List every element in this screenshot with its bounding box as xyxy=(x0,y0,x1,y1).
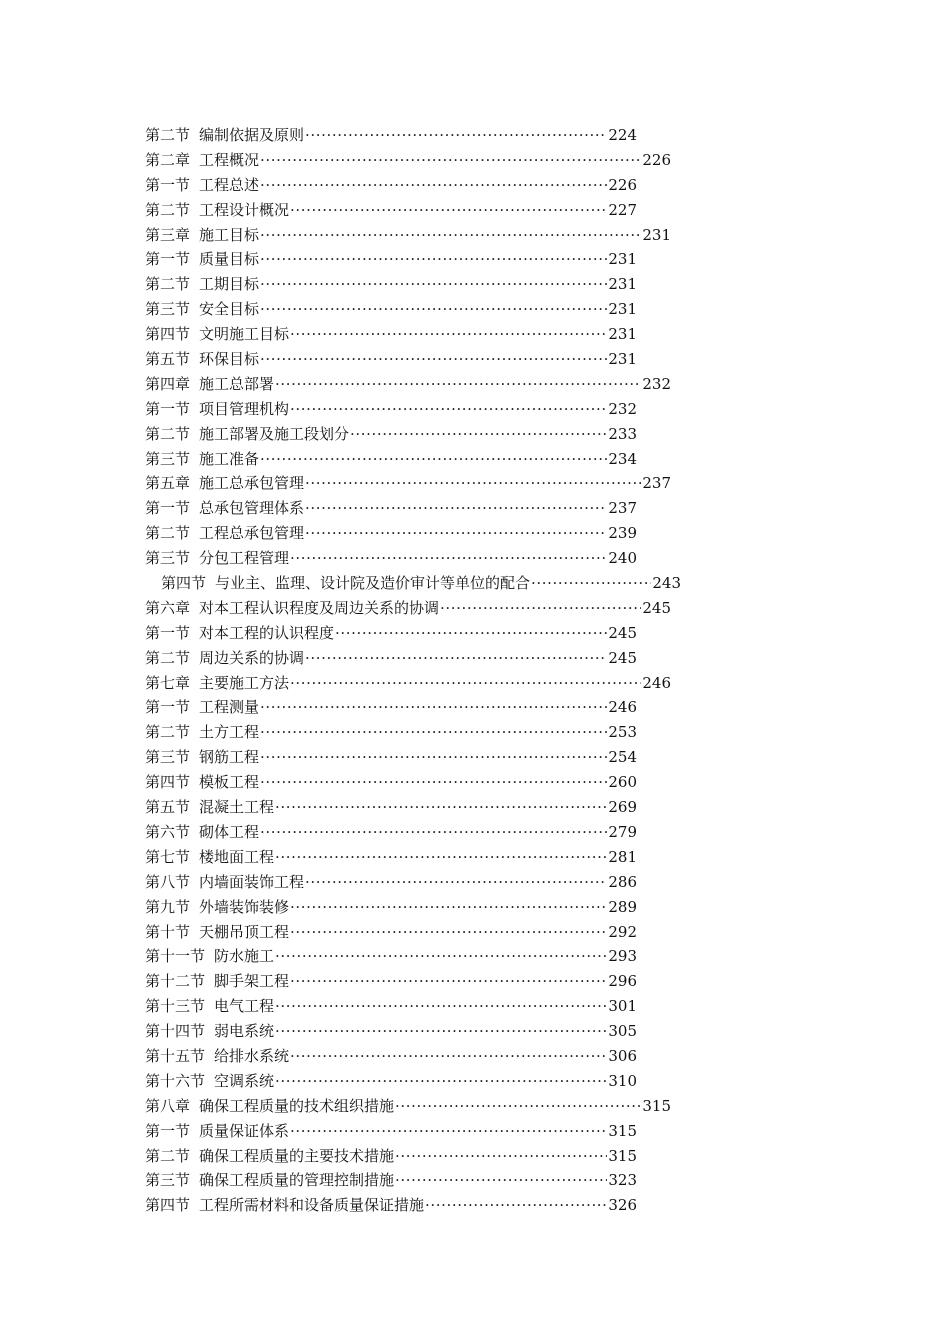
toc-entry-number: 第六章 xyxy=(145,598,191,617)
toc-entry-number: 第七节 xyxy=(145,847,191,866)
toc-section-entry[interactable] xyxy=(145,745,637,770)
toc-chapter-entry[interactable] xyxy=(145,148,671,173)
toc-entry-title: 空调系统 xyxy=(214,1071,275,1090)
toc-entry-title: 对本工程的认识程度 xyxy=(199,623,335,642)
toc-section-entry[interactable] xyxy=(145,247,637,272)
toc-entry-title: 工程总述 xyxy=(199,175,260,194)
toc-entry-title: 内墙面装饰工程 xyxy=(199,872,305,891)
dot-leader xyxy=(260,223,641,248)
toc-entry-number: 第三节 xyxy=(145,449,191,468)
toc-entry-number: 第十二节 xyxy=(145,972,206,991)
toc-entry-number: 第四节 xyxy=(161,574,207,593)
dot-leader xyxy=(305,646,607,671)
toc-entry-page-number: 245 xyxy=(642,598,671,617)
toc-entry-title: 工程概况 xyxy=(199,150,260,169)
toc-entry-number: 第二节 xyxy=(145,723,191,742)
toc-entry-number: 第二节 xyxy=(145,126,191,144)
toc-entry-title: 钢筋工程 xyxy=(199,748,260,767)
toc-entry-number: 第十节 xyxy=(145,922,191,941)
toc-entry-page-number: 232 xyxy=(608,399,637,418)
toc-entry-page-number: 245 xyxy=(608,623,637,642)
toc-entry-title: 天棚吊顶工程 xyxy=(199,922,290,941)
toc-entry-page-number: 315 xyxy=(642,1096,671,1115)
toc-section-entry[interactable] xyxy=(145,969,637,994)
dot-leader xyxy=(290,397,607,422)
toc-section-entry[interactable] xyxy=(145,1144,637,1169)
toc-entry-page-number: 253 xyxy=(608,723,637,742)
toc-chapter-entry[interactable] xyxy=(145,471,671,496)
toc-entry-title: 模板工程 xyxy=(199,773,260,792)
toc-entry-page-number: 234 xyxy=(608,449,637,468)
dot-leader xyxy=(305,521,607,546)
dot-leader xyxy=(275,372,641,397)
toc-entry-title: 砌体工程 xyxy=(199,822,260,841)
toc-section-entry[interactable] xyxy=(161,571,681,596)
dot-leader xyxy=(440,596,641,621)
dot-leader xyxy=(260,720,607,745)
dot-leader xyxy=(260,272,607,297)
toc-entry-title: 编制依据及原则 xyxy=(199,126,305,144)
toc-entry-page-number: 231 xyxy=(608,325,637,344)
dot-leader xyxy=(275,1019,607,1044)
toc-entry-number: 第一节 xyxy=(145,623,191,642)
toc-entry-title: 工程测量 xyxy=(199,698,260,717)
toc-section-entry[interactable] xyxy=(145,870,637,895)
toc-entry-title: 分包工程管理 xyxy=(199,549,290,568)
dot-leader xyxy=(260,247,607,272)
toc-chapter-entry[interactable] xyxy=(145,372,671,397)
toc-entry-number: 第八章 xyxy=(145,1096,191,1115)
toc-section-entry[interactable] xyxy=(145,1044,637,1069)
toc-entry-page-number: 289 xyxy=(608,897,637,916)
toc-entry-page-number: 231 xyxy=(608,350,637,369)
toc-section-entry[interactable] xyxy=(145,944,637,969)
dot-leader xyxy=(275,795,607,820)
toc-entry-page-number: 231 xyxy=(608,275,637,294)
toc-entry-page-number: 305 xyxy=(608,1022,637,1041)
toc-entry-title: 施工准备 xyxy=(199,449,260,468)
dot-leader xyxy=(275,845,607,870)
toc-entry-number: 第四节 xyxy=(145,773,191,792)
toc-entry-title: 工程总承包管理 xyxy=(199,524,305,543)
toc-section-entry[interactable] xyxy=(145,397,637,422)
toc-entry-number: 第四章 xyxy=(145,374,191,393)
toc-entry-page-number: 292 xyxy=(608,922,637,941)
toc-entry-title: 项目管理机构 xyxy=(199,399,290,418)
toc-entry-number: 第二节 xyxy=(145,200,191,219)
toc-entry-number: 第二章 xyxy=(145,150,191,169)
toc-entry-number: 第五节 xyxy=(145,350,191,369)
dot-leader xyxy=(290,671,641,696)
toc-entry-title: 工程所需材料和设备质量保证措施 xyxy=(199,1196,425,1215)
toc-section-entry[interactable] xyxy=(145,521,637,546)
toc-entry-page-number: 326 xyxy=(608,1196,637,1215)
toc-section-entry[interactable] xyxy=(145,920,637,945)
toc-entry-page-number: 233 xyxy=(608,424,637,443)
toc-entry-number: 第五章 xyxy=(145,474,191,493)
toc-entry-page-number: 315 xyxy=(608,1121,637,1140)
toc-entry-title: 防水施工 xyxy=(214,947,275,966)
toc-entry-page-number: 306 xyxy=(608,1046,637,1065)
toc-entry-title: 确保工程质量的技术组织措施 xyxy=(199,1096,395,1115)
toc-entry-title: 电气工程 xyxy=(214,997,275,1016)
toc-entry-number: 第十六节 xyxy=(145,1071,206,1090)
toc-entry-page-number: 310 xyxy=(608,1071,637,1090)
toc-section-entry[interactable] xyxy=(145,1119,637,1144)
toc-entry-number: 第三节 xyxy=(145,300,191,319)
toc-section-entry[interactable] xyxy=(145,297,637,322)
dot-leader xyxy=(305,870,607,895)
toc-chapter-entry[interactable] xyxy=(145,671,671,696)
toc-entry-title: 弱电系统 xyxy=(214,1022,275,1041)
toc-entry-number: 第三节 xyxy=(145,1171,191,1190)
toc-entry-page-number: 226 xyxy=(608,175,637,194)
dot-leader xyxy=(335,621,607,646)
toc-entry-title: 混凝土工程 xyxy=(199,798,275,817)
toc-entry-title: 施工部署及施工段划分 xyxy=(199,424,350,443)
toc-section-entry[interactable] xyxy=(145,695,637,720)
toc-section-entry[interactable] xyxy=(145,795,637,820)
toc-entry-number: 第三章 xyxy=(145,225,191,244)
toc-entry-title: 确保工程质量的管理控制措施 xyxy=(199,1171,395,1190)
toc-entry-number: 第二节 xyxy=(145,648,191,667)
toc-entry-number: 第二节 xyxy=(145,424,191,443)
toc-section-entry[interactable] xyxy=(145,198,637,223)
toc-entry-title: 给排水系统 xyxy=(214,1046,290,1065)
toc-entry-number: 第三节 xyxy=(145,748,191,767)
toc-entry-number: 第一节 xyxy=(145,250,191,269)
toc-entry-title: 主要施工方法 xyxy=(199,673,290,692)
toc-section-entry[interactable] xyxy=(145,173,637,198)
toc-entry-title: 土方工程 xyxy=(199,723,260,742)
toc-entry-title: 施工总部署 xyxy=(199,374,275,393)
toc-entry-number: 第八节 xyxy=(145,872,191,891)
dot-leader xyxy=(290,1044,607,1069)
dot-leader xyxy=(395,1094,641,1119)
toc-entry-number: 第一节 xyxy=(145,175,191,194)
toc-entry-number: 第三节 xyxy=(145,549,191,568)
toc-entry-number: 第六节 xyxy=(145,822,191,841)
dot-leader xyxy=(350,422,607,447)
toc-entry-page-number: 260 xyxy=(608,773,637,792)
toc-section-entry[interactable] xyxy=(145,347,637,372)
toc-entry-title: 质量保证体系 xyxy=(199,1121,290,1140)
dot-leader xyxy=(260,447,607,472)
toc-entry-page-number: 281 xyxy=(608,847,637,866)
toc-section-entry[interactable] xyxy=(145,621,637,646)
dot-leader xyxy=(260,820,607,845)
dot-leader xyxy=(395,1168,607,1193)
dot-leader xyxy=(305,496,607,521)
toc-section-entry[interactable] xyxy=(145,1168,637,1193)
toc-entry-title: 施工目标 xyxy=(199,225,260,244)
dot-leader xyxy=(290,198,607,223)
toc-entry-number: 第七章 xyxy=(145,673,191,692)
toc-entry-title: 总承包管理体系 xyxy=(199,499,305,518)
toc-section-entry[interactable] xyxy=(145,546,637,571)
toc-section-entry[interactable] xyxy=(145,770,637,795)
dot-leader xyxy=(531,571,651,596)
toc-section-entry[interactable] xyxy=(145,1193,637,1218)
dot-leader xyxy=(425,1193,607,1218)
toc-chapter-entry[interactable] xyxy=(145,596,671,621)
toc-entry-page-number: 231 xyxy=(642,225,671,244)
toc-entry-page-number: 246 xyxy=(642,673,671,692)
dot-leader xyxy=(290,969,607,994)
dot-leader xyxy=(395,1144,607,1169)
dot-leader xyxy=(290,322,607,347)
toc-entry-title: 周边关系的协调 xyxy=(199,648,305,667)
dot-leader xyxy=(290,1119,607,1144)
toc-section-entry[interactable] xyxy=(145,123,637,148)
toc-entry-title: 确保工程质量的主要技术措施 xyxy=(199,1146,395,1165)
toc-entry-page-number: 246 xyxy=(608,698,637,717)
dot-leader xyxy=(260,347,607,372)
dot-leader xyxy=(275,944,607,969)
toc-entry-number: 第四节 xyxy=(145,325,191,344)
dot-leader xyxy=(260,173,607,198)
dot-leader xyxy=(305,123,607,148)
toc-entry-number: 第二节 xyxy=(145,275,191,294)
toc-entry-title: 安全目标 xyxy=(199,300,260,319)
toc-entry-page-number: 232 xyxy=(642,374,671,393)
toc-section-entry[interactable] xyxy=(145,720,637,745)
toc-section-entry[interactable] xyxy=(145,895,637,920)
toc-entry-title: 外墙装饰装修 xyxy=(199,897,290,916)
toc-entry-page-number: 315 xyxy=(608,1146,637,1165)
toc-section-entry[interactable] xyxy=(145,845,637,870)
toc-entry-number: 第一节 xyxy=(145,399,191,418)
dot-leader xyxy=(290,920,607,945)
toc-entry-page-number: 245 xyxy=(608,648,637,667)
toc-entry-page-number: 286 xyxy=(608,872,637,891)
dot-leader xyxy=(305,471,641,496)
toc-entry-page-number: 296 xyxy=(608,972,637,991)
toc-entry-number: 第十五节 xyxy=(145,1046,206,1065)
toc-entry-page-number: 226 xyxy=(642,150,671,169)
toc-entry-page-number: 301 xyxy=(608,997,637,1016)
toc-entry-title: 脚手架工程 xyxy=(214,972,290,991)
toc-entry-page-number: 231 xyxy=(608,300,637,319)
toc-section-entry[interactable] xyxy=(145,496,637,521)
toc-entry-title: 对本工程认识程度及周边关系的协调 xyxy=(199,598,440,617)
toc-entry-title: 与业主、监理、设计院及造价审计等单位的配合 xyxy=(215,574,531,593)
toc-section-entry[interactable] xyxy=(145,447,637,472)
toc-entry-number: 第一节 xyxy=(145,698,191,717)
toc-section-entry[interactable] xyxy=(145,646,637,671)
toc-entry-title: 环保目标 xyxy=(199,350,260,369)
toc-entry-page-number: 237 xyxy=(642,474,671,493)
toc-entry-number: 第十四节 xyxy=(145,1022,206,1041)
toc-entry-number: 第五节 xyxy=(145,798,191,817)
toc-entry-number: 第二节 xyxy=(145,524,191,543)
toc-entry-page-number: 269 xyxy=(608,798,637,817)
toc-section-entry[interactable] xyxy=(145,1069,637,1094)
dot-leader xyxy=(290,895,607,920)
toc-section-entry[interactable] xyxy=(145,1019,637,1044)
toc-entry-page-number: 224 xyxy=(608,126,637,144)
dot-leader xyxy=(260,745,607,770)
toc-entry-page-number: 239 xyxy=(608,524,637,543)
dot-leader xyxy=(275,994,607,1019)
dot-leader xyxy=(260,770,607,795)
toc-section-entry[interactable] xyxy=(145,272,637,297)
table-of-contents xyxy=(145,123,705,1218)
dot-leader xyxy=(260,695,607,720)
dot-leader xyxy=(275,1069,607,1094)
toc-section-entry[interactable] xyxy=(145,322,637,347)
toc-entry-page-number: 254 xyxy=(608,748,637,767)
toc-entry-number: 第四节 xyxy=(145,1196,191,1215)
toc-entry-page-number: 279 xyxy=(608,822,637,841)
toc-section-entry[interactable] xyxy=(145,994,637,1019)
toc-entry-page-number: 227 xyxy=(608,200,637,219)
toc-entry-title: 工程设计概况 xyxy=(199,200,290,219)
dot-leader xyxy=(290,546,607,571)
toc-entry-page-number: 323 xyxy=(608,1171,637,1190)
toc-entry-page-number: 240 xyxy=(608,549,637,568)
toc-entry-title: 文明施工目标 xyxy=(199,325,290,344)
toc-entry-title: 质量目标 xyxy=(199,250,260,269)
toc-section-entry[interactable] xyxy=(145,820,637,845)
toc-entry-number: 第九节 xyxy=(145,897,191,916)
toc-entry-title: 工期目标 xyxy=(199,275,260,294)
toc-entry-title: 施工总承包管理 xyxy=(199,474,305,493)
toc-entry-number: 第一节 xyxy=(145,499,191,518)
toc-entry-number: 第一节 xyxy=(145,1121,191,1140)
toc-entry-number: 第十一节 xyxy=(145,947,206,966)
toc-entry-page-number: 243 xyxy=(652,574,681,593)
toc-entry-title: 楼地面工程 xyxy=(199,847,275,866)
dot-leader xyxy=(260,148,641,173)
toc-entry-page-number: 293 xyxy=(608,947,637,966)
toc-entry-number: 第二节 xyxy=(145,1146,191,1165)
toc-section-entry[interactable] xyxy=(145,422,637,447)
dot-leader xyxy=(260,297,607,322)
toc-chapter-entry[interactable] xyxy=(145,223,671,248)
toc-chapter-entry[interactable] xyxy=(145,1094,671,1119)
toc-entry-number: 第十三节 xyxy=(145,997,206,1016)
toc-entry-page-number: 237 xyxy=(608,499,637,518)
toc-entry-page-number: 231 xyxy=(608,250,637,269)
